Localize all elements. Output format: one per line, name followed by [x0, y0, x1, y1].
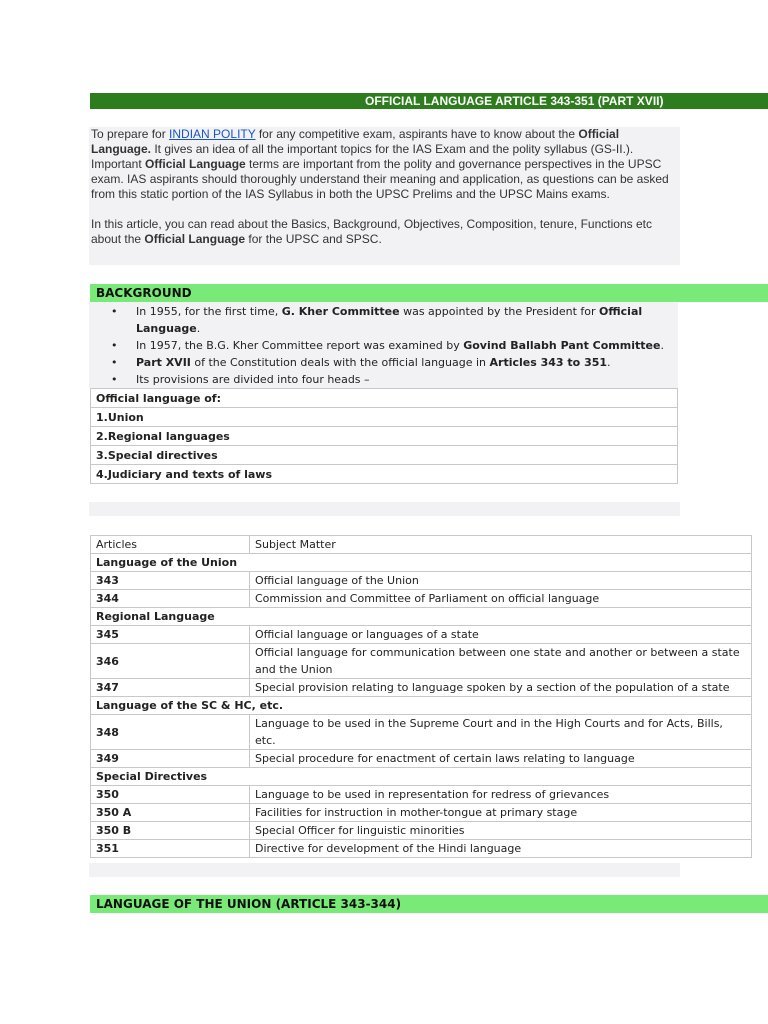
article-number: 350 A: [91, 804, 250, 822]
article-number: 343: [91, 572, 250, 590]
bullet-text: In 1957, the B.G. Kher Committee report was examined by: [136, 339, 464, 352]
table-row: [91, 408, 678, 427]
bullet-bold: Part XVII: [136, 356, 191, 369]
group-row: [91, 608, 752, 626]
table-row: [91, 626, 752, 644]
article-subject: Official language of the Union: [250, 572, 752, 590]
intro-text: terms are important from the polity and governance perspectives in the UPSC exam. IAS aspirants should thoroughly understand their meaning and application, as questions can be asked from this static portion of the IAS Syllabus in both the UPSC Prelims and the UPSC Mains exams.: [91, 157, 669, 201]
table-row: [91, 465, 678, 484]
bullet-icon: •: [111, 339, 118, 352]
table-cell: 1.Union: [91, 408, 678, 427]
intro-bold: Official Language.: [91, 127, 620, 156]
article-subject: Facilities for instruction in mother-tongue at primary stage: [250, 804, 752, 822]
header-cell: Subject Matter: [250, 536, 752, 554]
list-item: [111, 337, 671, 354]
article-subject: Official language or languages of a state: [250, 626, 752, 644]
intro-bold: Official Language: [144, 232, 246, 246]
article-number: 351: [91, 840, 250, 858]
article-subject: Language to be used in representation for redress of grievances: [250, 786, 752, 804]
article-subject: Special Officer for linguistic minorities: [250, 822, 752, 840]
table-row: [91, 679, 752, 697]
table-header-row: [91, 536, 752, 554]
intro-text: for any competitive exam, aspirants have to know about the: [255, 127, 579, 141]
intro-bold: Official Language: [145, 157, 246, 171]
table-cell: Official language of:: [91, 389, 678, 408]
list-item: [111, 354, 671, 371]
table-row: [91, 822, 752, 840]
spacer-block: [89, 863, 680, 877]
group-cell: Language of the SC & HC, etc.: [91, 697, 752, 715]
table-cell: 3.Special directives: [91, 446, 678, 465]
bullet-bold: Govind Ballabh Pant Committee: [463, 339, 661, 352]
background-heading: BACKGROUND: [90, 284, 768, 302]
table-row: [91, 590, 752, 608]
bullet-text: .: [660, 339, 664, 352]
article-subject: Special provision relating to language spoken by a section of the population of a state: [250, 679, 752, 697]
bullet-text: .: [607, 356, 611, 369]
table-row: [91, 427, 678, 446]
bullet-icon: •: [111, 356, 118, 369]
article-subject: Directive for development of the Hindi language: [250, 840, 752, 858]
group-cell: Regional Language: [91, 608, 752, 626]
page-title: OFFICIAL LANGUAGE ARTICLE 343-351 (PART XVII): [90, 93, 768, 109]
intro-paragraph-1: [91, 127, 678, 202]
bullet-text: of the Constitution deals with the official language in: [190, 356, 490, 369]
list-item: [111, 371, 671, 388]
bullet-text: .: [196, 322, 201, 335]
header-cell: Articles: [91, 536, 250, 554]
group-row: [91, 554, 752, 572]
intro-text: In this article, you can read about the Basics, Background, Objectives, Composition, tenure, Functions etc about the: [91, 217, 652, 246]
group-row: [91, 697, 752, 715]
group-cell: Special Directives: [91, 768, 752, 786]
article-subject: Commission and Committee of Parliament on official language: [250, 590, 752, 608]
article-subject: Special procedure for enactment of certain laws relating to language: [250, 750, 752, 768]
list-item: [111, 303, 671, 337]
article-number: 350: [91, 786, 250, 804]
table-row: [91, 804, 752, 822]
article-number: 345: [91, 626, 250, 644]
article-number: 350 B: [91, 822, 250, 840]
table-row: [91, 644, 752, 679]
heads-table: [90, 388, 678, 484]
article-subject: Official language for communication between one state and another or between a state and the Union: [250, 644, 752, 679]
bullet-bold: Official Language: [136, 305, 643, 335]
spacer-block: [89, 502, 680, 516]
article-number: 348: [91, 715, 250, 750]
intro-paragraph-2: [91, 217, 678, 247]
intro-text: To prepare for: [91, 127, 170, 141]
table-cell: 2.Regional languages: [91, 427, 678, 446]
bullet-bold: G. Kher Committee: [281, 305, 400, 318]
table-row: [91, 786, 752, 804]
group-row: [91, 768, 752, 786]
bullet-text: was appointed by the President for: [399, 305, 600, 318]
group-cell: Language of the Union: [91, 554, 752, 572]
article-number: 347: [91, 679, 250, 697]
intro-block: [89, 127, 680, 265]
table-row: [91, 572, 752, 590]
intro-text: It gives an idea of all the important topics for the IAS Exam and the polity syllabus (GS-II.). Important: [91, 142, 634, 171]
article-number: 349: [91, 750, 250, 768]
intro-text: for the UPSC and SPSC.: [245, 232, 382, 246]
table-row: [91, 715, 752, 750]
bullet-text: Its provisions are divided into four heads –: [136, 373, 370, 386]
background-bullets: [111, 303, 671, 388]
bullet-bold: Articles 343 to 351: [489, 356, 608, 369]
bullet-icon: •: [111, 305, 118, 318]
bullet-text: In 1955, for the first time,: [136, 305, 282, 318]
table-row: [91, 389, 678, 408]
table-row: [91, 750, 752, 768]
article-number: 344: [91, 590, 250, 608]
articles-table: [90, 535, 752, 858]
table-row: [91, 446, 678, 465]
indian-polity-link[interactable]: INDIAN POLITY: [169, 127, 256, 141]
article-subject: Language to be used in the Supreme Court and in the High Courts and for Acts, Bills, etc.: [250, 715, 752, 750]
table-row: [91, 840, 752, 858]
table-cell: 4.Judiciary and texts of laws: [91, 465, 678, 484]
union-language-heading: LANGUAGE OF THE UNION (ARTICLE 343-344): [90, 895, 768, 913]
article-number: 346: [91, 644, 250, 679]
bullet-icon: •: [111, 373, 118, 386]
